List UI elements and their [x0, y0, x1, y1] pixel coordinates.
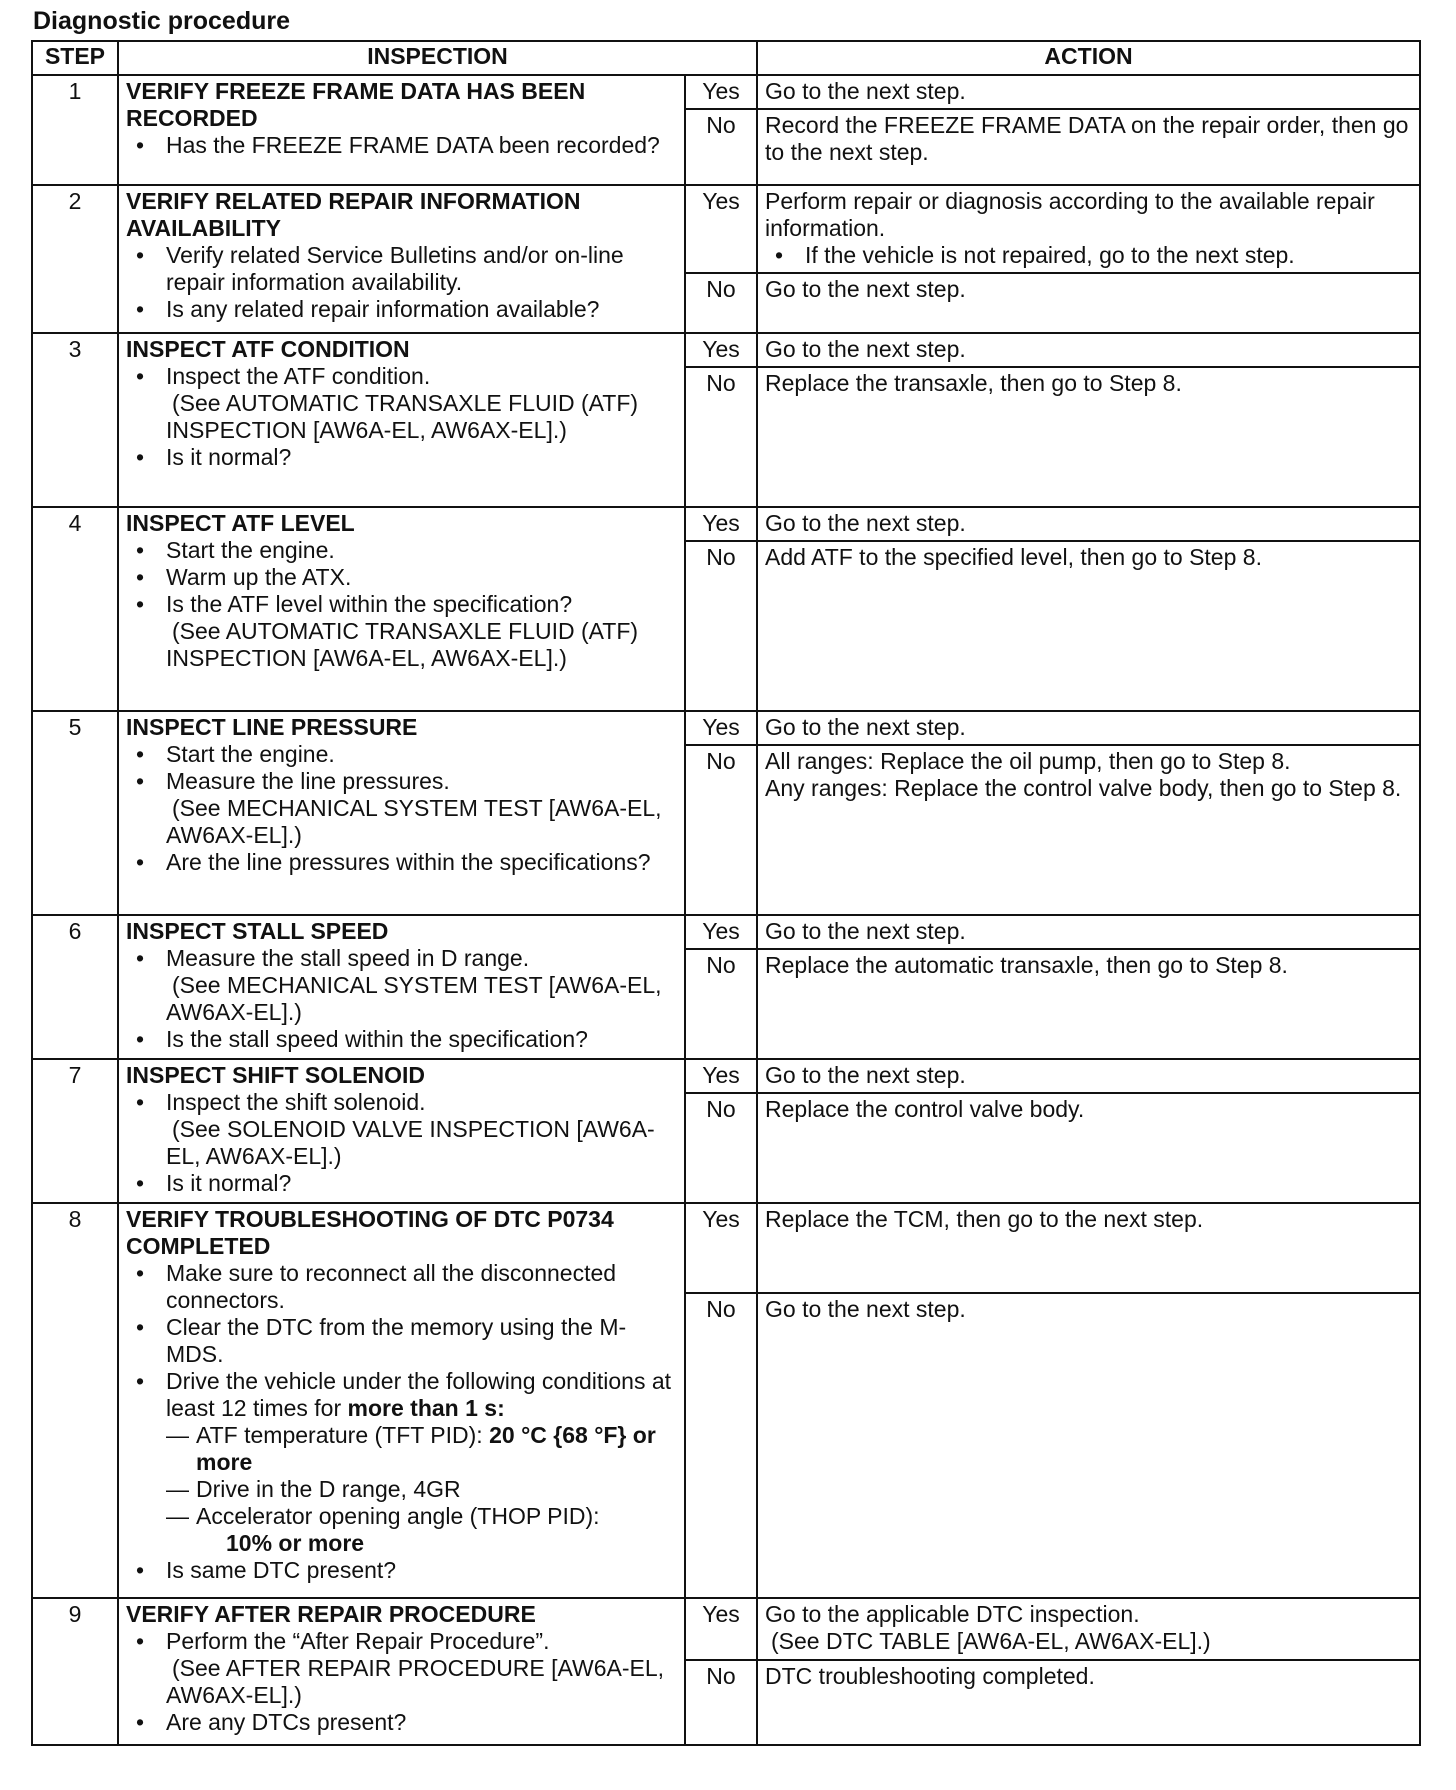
yes-label: Yes: [685, 915, 757, 949]
inspection-bullet: [126, 1628, 677, 1709]
yes-action-cell: [757, 1598, 1420, 1660]
yes-action: Perform repair or diagnosis according to the available repair information.: [765, 188, 1375, 241]
inspection-bullet: [126, 1089, 677, 1170]
inspection-cell: [118, 333, 685, 507]
yes-label: Yes: [685, 1059, 757, 1093]
table-row: [32, 1203, 1420, 1293]
step-number: 6: [32, 915, 118, 1059]
table-row: [32, 711, 1420, 745]
inspection-bullet: • Are the line pressures within the specifications?: [126, 849, 677, 876]
condition-text: ATF temperature (TFT PID):: [196, 1422, 490, 1448]
yes-action: Go to the applicable DTC inspection.: [765, 1601, 1140, 1627]
inspection-bullet: • Is it normal?: [126, 1170, 677, 1197]
table-row: [32, 507, 1420, 541]
yes-label: Yes: [685, 75, 757, 109]
no-action: All ranges: Replace the oil pump, then go to Step 8.: [765, 748, 1291, 774]
inspection-title: VERIFY AFTER REPAIR PROCEDURE: [126, 1601, 536, 1627]
no-label: No: [685, 541, 757, 711]
step-number: 5: [32, 711, 118, 915]
no-label: No: [685, 745, 757, 915]
yes-action-cell: [757, 185, 1420, 273]
inspection-title: INSPECT STALL SPEED: [126, 918, 389, 944]
inspection-bullet: [126, 945, 677, 1026]
inspection-bullet: • Start the engine.: [126, 741, 677, 768]
header-step: STEP: [32, 41, 118, 75]
step-number: 9: [32, 1598, 118, 1745]
inspection-bullet: [126, 363, 677, 444]
yes-action: Go to the next step.: [757, 75, 1420, 109]
step-number: 2: [32, 185, 118, 333]
no-action: Replace the control valve body.: [757, 1093, 1420, 1203]
table-row: [32, 1598, 1420, 1660]
yes-action: Go to the next step.: [757, 507, 1420, 541]
table-row: [32, 915, 1420, 949]
inspection-title: VERIFY FREEZE FRAME DATA HAS BEEN RECORDED: [126, 78, 586, 131]
no-action: DTC troubleshooting completed.: [757, 1660, 1420, 1745]
yes-action: Go to the next step.: [757, 711, 1420, 745]
no-label: No: [685, 109, 757, 185]
no-action: Go to the next step.: [757, 273, 1420, 333]
inspection-bullet: • Has the FREEZE FRAME DATA been recorded?: [126, 132, 677, 159]
bullet-text: Measure the stall speed in D range.: [166, 945, 530, 971]
bullet-text: Measure the line pressures.: [166, 768, 450, 794]
inspection-cell: [118, 711, 685, 915]
header-inspection: INSPECTION: [118, 41, 757, 75]
yes-label: Yes: [685, 1598, 757, 1660]
inspection-bullet: • Is same DTC present?: [126, 1557, 677, 1584]
condition-text: Accelerator opening angle (THOP PID):: [196, 1503, 600, 1529]
condition-item: [166, 1503, 677, 1557]
no-label: No: [685, 273, 757, 333]
reference-text: (See DTC TABLE [AW6A-EL, AW6AX-EL].): [771, 1628, 1211, 1654]
inspection-title: INSPECT ATF LEVEL: [126, 510, 355, 536]
yes-action: Go to the next step.: [757, 915, 1420, 949]
inspection-bullet: • Verify related Service Bulletins and/or on-line repair information availability.: [126, 242, 677, 296]
inspection-cell: [118, 1203, 685, 1598]
step-number: 1: [32, 75, 118, 185]
step-number: 7: [32, 1059, 118, 1203]
inspection-title: INSPECT ATF CONDITION: [126, 336, 410, 362]
condition-item: — Drive in the D range, 4GR: [166, 1476, 677, 1503]
inspection-bullet: • Warm up the ATX.: [126, 564, 677, 591]
yes-label: Yes: [685, 185, 757, 273]
yes-action: Go to the next step.: [757, 1059, 1420, 1093]
no-action: Go to the next step.: [757, 1293, 1420, 1598]
inspection-cell: [118, 75, 685, 185]
bullet-text: Is the ATF level within the specification?: [166, 591, 573, 617]
inspection-bullet: • Clear the DTC from the memory using the M-MDS.: [126, 1314, 677, 1368]
condition-value: 10% or more: [226, 1530, 365, 1556]
table-row: [32, 333, 1420, 367]
bullet-text: Drive the vehicle under the following conditions at least 12 times for: [166, 1368, 672, 1421]
table-header-row: [32, 41, 1420, 75]
no-label: No: [685, 1293, 757, 1598]
yes-label: Yes: [685, 507, 757, 541]
no-action: Replace the transaxle, then go to Step 8.: [757, 367, 1420, 507]
no-action: Record the FREEZE FRAME DATA on the repair order, then go to the next step.: [757, 109, 1420, 185]
no-action: Replace the automatic transaxle, then go to Step 8.: [757, 949, 1420, 1059]
inspection-cell: [118, 507, 685, 711]
no-label: No: [685, 1660, 757, 1745]
table-row: [32, 75, 1420, 109]
action-bullet: • If the vehicle is not repaired, go to the next step.: [765, 242, 1412, 269]
condition-list: [166, 1422, 677, 1557]
no-action: Add ATF to the specified level, then go to Step 8.: [757, 541, 1420, 711]
diagnostic-procedure-table: [31, 40, 1421, 1746]
yes-label: Yes: [685, 333, 757, 367]
inspection-cell: [118, 1059, 685, 1203]
inspection-title: INSPECT SHIFT SOLENOID: [126, 1062, 426, 1088]
inspection-bullet: [126, 591, 677, 672]
header-action: ACTION: [757, 41, 1420, 75]
no-label: No: [685, 367, 757, 507]
no-action: Any ranges: Replace the control valve body, then go to Step 8.: [765, 775, 1402, 801]
yes-action: Go to the next step.: [757, 333, 1420, 367]
inspection-title: VERIFY TROUBLESHOOTING OF DTC P0734 COMPLETED: [126, 1206, 614, 1259]
table-row: [32, 185, 1420, 273]
condition-value: 20 °C {68 °F} or more: [196, 1422, 656, 1475]
no-label: No: [685, 949, 757, 1059]
inspection-bullet: • Start the engine.: [126, 537, 677, 564]
inspection-title: VERIFY RELATED REPAIR INFORMATION AVAILABILITY: [126, 188, 581, 241]
inspection-cell: [118, 915, 685, 1059]
inspection-bullet: • Make sure to reconnect all the disconnected connectors.: [126, 1260, 677, 1314]
bullet-text: Perform the “After Repair Procedure”.: [166, 1628, 550, 1654]
bullet-bold-text: more than 1 s:: [347, 1395, 505, 1421]
reference-text: (See MECHANICAL SYSTEM TEST [AW6A-EL, AW6AX-EL].): [166, 972, 662, 1025]
yes-action: Replace the TCM, then go to the next step.: [757, 1203, 1420, 1293]
yes-label: Yes: [685, 1203, 757, 1293]
document-title: Diagnostic procedure: [33, 7, 290, 35]
bullet-text: Inspect the shift solenoid.: [166, 1089, 426, 1115]
bullet-text: Inspect the ATF condition.: [166, 363, 431, 389]
inspection-cell: [118, 185, 685, 333]
condition-item: [166, 1422, 677, 1476]
inspection-bullet: • Are any DTCs present?: [126, 1709, 677, 1736]
no-action-cell: [757, 745, 1420, 915]
reference-text: (See AUTOMATIC TRANSAXLE FLUID (ATF) INSPECTION [AW6A-EL, AW6AX-EL].): [166, 618, 639, 671]
inspection-bullet: [126, 1368, 677, 1557]
inspection-bullet: • Is the stall speed within the specification?: [126, 1026, 677, 1053]
reference-text: (See SOLENOID VALVE INSPECTION [AW6A-EL, AW6AX-EL].): [166, 1116, 655, 1169]
reference-text: (See MECHANICAL SYSTEM TEST [AW6A-EL, AW6AX-EL].): [166, 795, 662, 848]
inspection-bullet: • Is it normal?: [126, 444, 677, 471]
inspection-cell: [118, 1598, 685, 1745]
inspection-bullet: [126, 768, 677, 849]
yes-label: Yes: [685, 711, 757, 745]
inspection-title: INSPECT LINE PRESSURE: [126, 714, 418, 740]
reference-text: (See AFTER REPAIR PROCEDURE [AW6A-EL, AW6AX-EL].): [166, 1655, 665, 1708]
step-number: 8: [32, 1203, 118, 1598]
table-row: [32, 1059, 1420, 1093]
step-number: 4: [32, 507, 118, 711]
inspection-bullet: • Is any related repair information available?: [126, 296, 677, 323]
reference-text: (See AUTOMATIC TRANSAXLE FLUID (ATF) INSPECTION [AW6A-EL, AW6AX-EL].): [166, 390, 639, 443]
no-label: No: [685, 1093, 757, 1203]
step-number: 3: [32, 333, 118, 507]
